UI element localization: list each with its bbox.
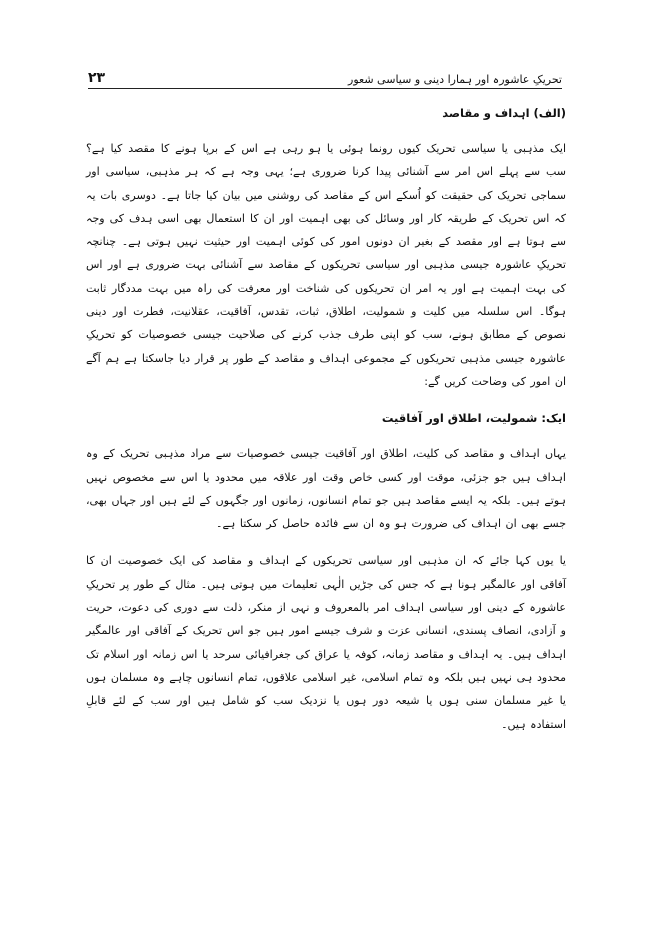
body-text bbox=[86, 102, 566, 750]
paragraph-intro: ایک مذہبی یا سیاسی تحریک کیوں رونما ہوئی یا ہو رہی ہے اس کے برپا ہونے کا مقصد کیا ہے؟ سب سے پہلے اس امر سے آشنائی پیدا کرنا ضروری ہے؛ یہی وجہ ہے کہ ہر مذہبی، سیاسی اور سماجی تحریک کی حقیقت کو اُسکے اس کے مقاصد کی روشنی میں بیان کیا جاتا ہے۔ دوسری بات یہ کہ اس تحریک کے طریقہ کار اور وسائل کی بھی اہمیت اور ان کا استعمال بھی اسی ہدف کی وجہ سے ہوتا ہے اور مقصد کے بغیر ان دونوں امور کی کوئی اہمیت اور حیثیت نہیں ہوتی ہے۔ چنانچہ تحریکِ عاشورہ جیسی مذہبی اور سیاسی تحریکوں کے مقاصد سے آشنائی بہت ضروری ہے اور اس کی بہت اہمیت ہے اور یہ امر ان تحریکوں کی شناخت اور معرفت کی راہ میں بہت مددگار ثابت ہوگا۔ اس سلسلہ میں کلیت و شمولیت، اطلاق، ثبات، تقدس، آفاقیت، عقلانیت، فطرت اور دینی نصوص کے مطابق ہونے، سب کو اپنی طرف جذب کرنے کی صلاحیت جیسی خصوصیات کو تحریکِ عاشورہ جیسی مذہبی تحریکوں کے مجموعی اہداف و مقاصد کے طور پر قرار دیا جاسکتا ہے ہم آگے ان امور کی وضاحت کریں گے: bbox=[86, 142, 566, 388]
page-number: ۲۳ bbox=[88, 70, 106, 86]
page-header bbox=[88, 62, 562, 86]
section-heading-objectives: (الف) اہداف و مقاصد bbox=[442, 106, 566, 120]
running-title: تحریکِ عاشورہ اور ہمارا دینی و سیاسی شعور bbox=[348, 73, 562, 86]
paragraph-universality-example: یا یوں کہا جائے کہ ان مذہبی اور سیاسی تحریکوں کے اہداف و مقاصد کی ایک خصوصیت ان کا آفاقی اور عالمگیر ہونا ہے کہ جس کی جڑیں الٰہی تعلیمات میں ہوتی ہیں۔ مثال کے طور پر تحریکِ عاشورہ کے دینی اور سیاسی اہداف امر بالمعروف و نہی از منکر، ذلت سے دوری کی دعوت، حریت و آزادی، انصاف پسندی، انسانی عزت و شرف جیسے امور ہیں جو اس تحریک کے آفاقی اور عالمگیر اہداف ہیں۔ یہ اہداف و مقاصد زمانہ، کوفہ یا عراق کی جغرافیائی سرحد یا اس زمانہ اور اسلام تک محدود ہی نہیں ہیں بلکہ وہ تمام اسلامی، غیر اسلامی علاقوں، تمام انسانوں چاہے وہ مسلمان ہوں یا غیر مسلمان سنی ہوں یا شیعہ دور ہوں یا نزدیک سب کو شامل ہیں اور سب کے لئے قابلِ استفادہ ہیں۔ bbox=[86, 554, 566, 731]
subheading-universality: ایک: شمولیت، اطلاق اور آفاقیت bbox=[381, 411, 566, 426]
header-rule bbox=[88, 88, 562, 89]
paragraph-universality-definition: یہاں اہداف و مقاصد کی کلیت، اطلاق اور آفاقیت جیسی خصوصیات سے مراد مذہبی تحریک کے وہ اہداف ہیں جو جزئی، موقت اور کسی خاص وقت اور علاقہ میں محدود یا اس سے مخصوص نہیں ہوتے ہیں۔ بلکہ یہ ایسے مقاصد ہیں جو تمام انسانوں، زمانوں اور جگہوں کے لئے ہیں اور جہاں بھی، جسے بھی ان اہداف کی ضرورت ہو وہ ان سے فائدہ حاصل کر سکتا ہے۔ bbox=[86, 447, 566, 531]
